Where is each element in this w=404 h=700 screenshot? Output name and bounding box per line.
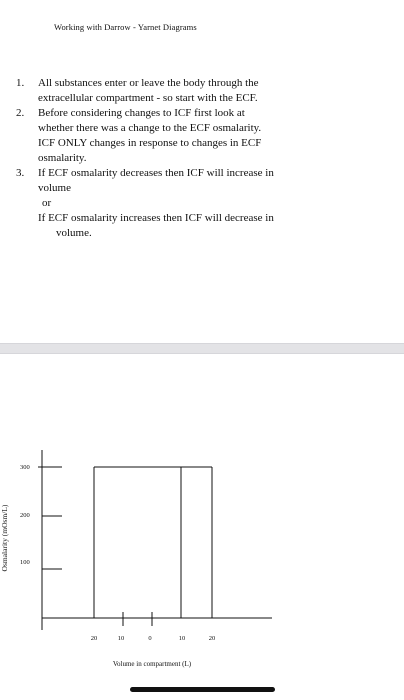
list-item — [16, 106, 386, 166]
y-tick-label: 300 — [20, 464, 30, 471]
home-indicator[interactable] — [130, 687, 275, 692]
x-tick-label: 10 — [178, 635, 186, 642]
step-number: 3. — [16, 167, 25, 179]
instruction-list — [16, 76, 386, 241]
step-line: If ECF osmalarity increases then ICF will decrease in — [38, 212, 274, 224]
x-tick-label: 20 — [90, 635, 98, 642]
y-tick-label: 200 — [20, 512, 30, 519]
or-connector: or — [42, 197, 52, 209]
document-title: Working with Darrow - Yarnet Diagrams — [54, 22, 197, 32]
step-line: extracellular compartment - so start with the ECF. — [38, 92, 258, 104]
step-line: Before considering changes to ICF first look at — [38, 107, 245, 119]
step-line: whether there was a change to the ECF osmalarity. — [38, 122, 262, 134]
list-item — [16, 76, 386, 106]
step-line: osmalarity. — [38, 152, 87, 164]
y-tick-label: 100 — [20, 559, 30, 566]
darrow-yannet-diagram — [0, 440, 404, 680]
step-line: ICF ONLY changes in response to changes in ECF — [38, 137, 262, 149]
step-line: If ECF osmalarity decreases then ICF will increase in — [38, 167, 274, 179]
step-number: 1. — [16, 77, 25, 89]
list-item — [16, 166, 386, 241]
x-axis-label: Volume in compartment (L) — [112, 660, 192, 668]
x-tick-label: 20 — [208, 635, 216, 642]
step-line: volume. — [56, 227, 92, 239]
step-number: 2. — [16, 107, 25, 119]
y-axis-label: Osmalarity (mOsm/L) — [0, 504, 9, 572]
x-tick-label: 0 — [148, 635, 152, 642]
step-line: volume — [38, 182, 71, 194]
x-tick-label: 10 — [117, 635, 125, 642]
section-divider — [0, 343, 404, 354]
step-line: All substances enter or leave the body through the — [38, 77, 259, 89]
